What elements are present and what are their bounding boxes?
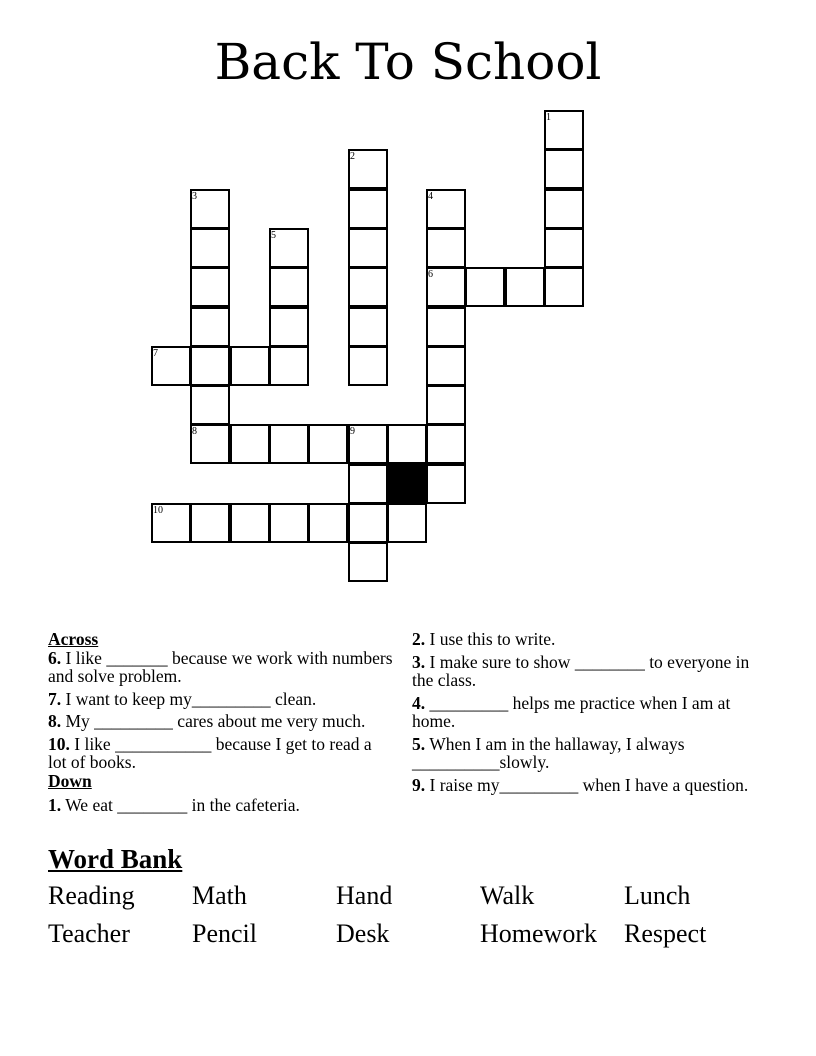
word-bank (48, 880, 768, 950)
grid-cell[interactable] (348, 307, 388, 347)
grid-cell[interactable] (348, 503, 388, 543)
down-heading: Down (48, 770, 92, 791)
clue-down-1: 1. We eat ________ in the cafeteria. (48, 795, 300, 815)
grid-cell[interactable] (269, 346, 309, 386)
word-bank-item: Walk (480, 881, 535, 910)
grid-cell[interactable] (230, 346, 270, 386)
clue-across-7: 7. I want to keep my_________ clean. (48, 688, 317, 709)
clue-number-7: 7 (153, 348, 158, 359)
clue-number-2: 2 (350, 151, 355, 162)
grid-cell[interactable] (348, 464, 388, 504)
clue-down-9: 9. I raise my_________ when I have a question. (412, 774, 749, 795)
grid-cell[interactable] (190, 385, 230, 425)
grid-cell[interactable] (190, 228, 230, 268)
clue-down-3: 3. I make sure to show ________ to everyone in the class. (412, 651, 750, 690)
word-bank-item: Math (192, 881, 247, 910)
clue-down-4: 4. _________ helps me practice when I am at home. (412, 692, 731, 731)
clue-number-9: 9 (350, 426, 355, 437)
word-bank-item: Reading (48, 881, 135, 910)
grid-cell[interactable] (544, 189, 584, 229)
word-bank-title: Word Bank (48, 844, 183, 874)
clues-left-column (48, 630, 393, 819)
grid-cell[interactable] (348, 346, 388, 386)
grid-cell[interactable] (387, 503, 427, 543)
clue-number-5: 5 (271, 230, 276, 241)
word-bank-item: Desk (336, 919, 390, 948)
grid-cell[interactable] (230, 424, 270, 464)
grid-cell[interactable] (269, 503, 309, 543)
word-bank-item: Hand (336, 881, 393, 910)
grid-cell[interactable] (544, 149, 584, 189)
grid-cell[interactable] (308, 424, 348, 464)
grid-cell[interactable] (426, 346, 466, 386)
clue-down-5: 5. When I am in the hallaway, I always __________slowly. (412, 733, 685, 772)
grid-cell[interactable] (544, 267, 584, 307)
grid-cell[interactable] (387, 424, 427, 464)
black-cell (387, 464, 427, 504)
across-heading: Across (48, 629, 99, 649)
grid-cell[interactable] (269, 267, 309, 307)
page-title: Back To School (214, 33, 602, 91)
clue-number-3: 3 (192, 191, 197, 202)
grid-cell[interactable] (426, 307, 466, 347)
grid-cell[interactable] (230, 503, 270, 543)
word-bank-item: Homework (480, 919, 597, 948)
grid-cell[interactable] (426, 228, 466, 268)
word-bank-item: Teacher (48, 919, 130, 948)
grid-cell[interactable] (348, 267, 388, 307)
clue-across-6: 6. I like _______ because we work with numbers and solve problem. (48, 647, 393, 686)
clues-right-column (412, 630, 757, 798)
grid-cell[interactable] (269, 424, 309, 464)
grid-cell[interactable] (190, 346, 230, 386)
word-bank-item: Respect (624, 919, 707, 948)
grid-cell[interactable] (348, 189, 388, 229)
clue-across-8: 8. My _________ cares about me very much. (48, 711, 366, 731)
clue-across-10: 10. I like ___________ because I get to read a lot of books. (48, 733, 372, 772)
clue-number-6: 6 (428, 269, 433, 280)
grid-cell[interactable] (269, 307, 309, 347)
grid-cell[interactable] (426, 424, 466, 464)
grid-cell[interactable] (190, 503, 230, 543)
grid-cell[interactable] (190, 307, 230, 347)
grid-cell[interactable] (348, 542, 388, 582)
grid-cell[interactable] (465, 267, 505, 307)
grid-cell[interactable] (505, 267, 545, 307)
clue-number-10: 10 (153, 505, 163, 516)
grid-cell[interactable] (348, 228, 388, 268)
word-bank-item: Pencil (192, 919, 257, 948)
grid-cell[interactable] (426, 464, 466, 504)
grid-cell[interactable] (426, 385, 466, 425)
grid-cell[interactable] (544, 228, 584, 268)
clue-number-4: 4 (428, 191, 433, 202)
clue-number-8: 8 (192, 426, 197, 437)
grid-cell[interactable] (190, 267, 230, 307)
word-bank-item: Lunch (624, 881, 691, 910)
clue-number-1: 1 (546, 112, 551, 123)
clue-down-2: 2. I use this to write. (412, 629, 556, 649)
grid-cell[interactable] (308, 503, 348, 543)
